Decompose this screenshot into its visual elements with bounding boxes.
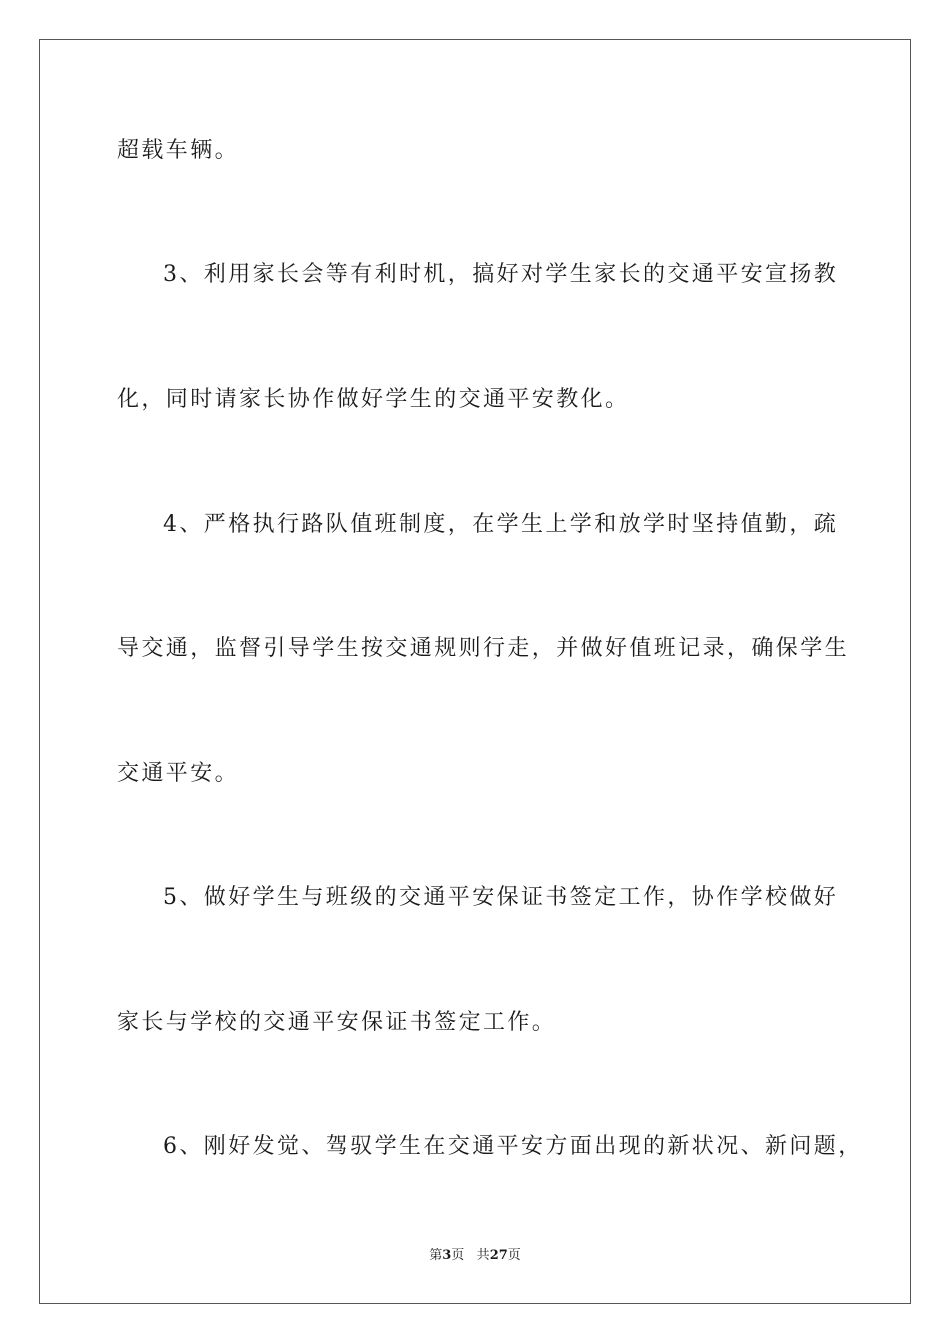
footer-page-number: 3 <box>442 1248 452 1263</box>
page-footer <box>0 1247 950 1265</box>
text-line-7: 5、做好学生与班级的交通平安保证书签定工作，协作学校做好 <box>163 885 839 910</box>
text-line-6: 交通平安。 <box>117 761 240 786</box>
text-line-4: 4、严格执行路队值班制度，在学生上学和放学时坚持值勤，疏 <box>163 512 839 537</box>
footer-page-prefix: 第 <box>429 1248 443 1263</box>
footer-page-suffix: 页 <box>451 1248 465 1263</box>
text-line-8: 家长与学校的交通平安保证书签定工作。 <box>117 1010 557 1035</box>
footer-total-pages: 27 <box>489 1248 508 1263</box>
page-border <box>39 39 911 1304</box>
text-line-2: 3、利用家长会等有利时机，搞好对学生家长的交通平安宣扬教 <box>163 262 839 287</box>
text-line-1: 超载车辆。 <box>117 138 240 163</box>
footer-total-suffix: 页 <box>507 1248 521 1263</box>
text-line-3: 化，同时请家长协作做好学生的交通平安教化。 <box>117 387 630 412</box>
text-line-5: 导交通，监督引导学生按交通规则行走，并做好值班记录，确保学生 <box>117 636 850 661</box>
text-line-9: 6、刚好发觉、驾驭学生在交通平安方面出现的新状况、新问题， <box>163 1134 863 1159</box>
footer-total-prefix: 共 <box>476 1248 490 1263</box>
